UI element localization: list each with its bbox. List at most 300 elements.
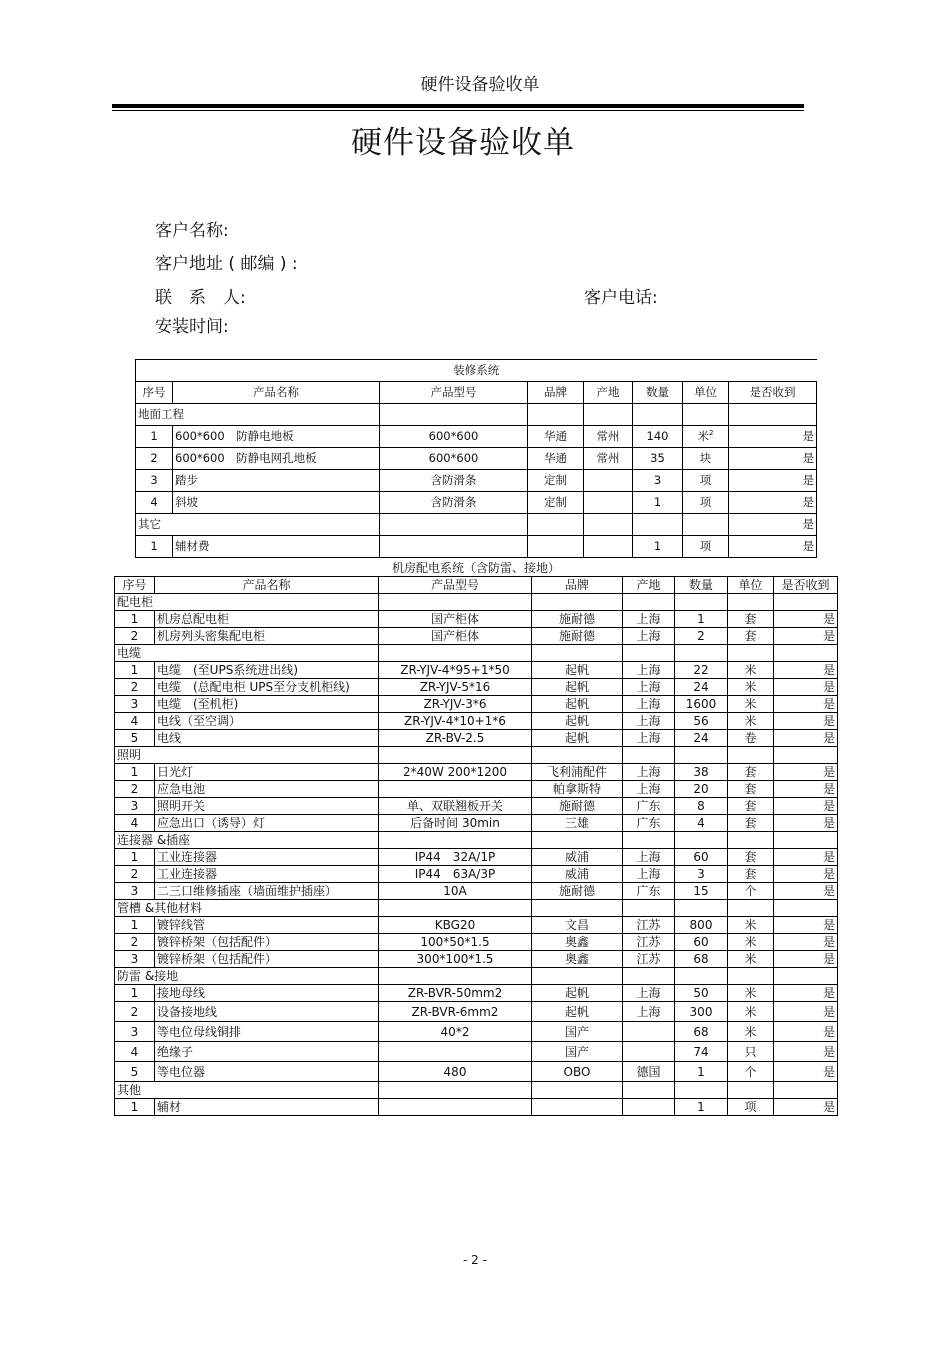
received: 是 xyxy=(729,536,817,558)
unit: 个 xyxy=(728,1062,774,1082)
row-index: 2 xyxy=(115,679,155,696)
product-model: IP44 32A/1P xyxy=(379,849,532,866)
row-index: 2 xyxy=(136,448,173,470)
origin: 上海 xyxy=(623,628,675,645)
unit: 套 xyxy=(728,628,774,645)
product-model: 2*40W 200*1200 xyxy=(379,764,532,781)
empty-cell xyxy=(623,645,675,662)
product-name: 600*600 防静电地板 xyxy=(173,426,380,448)
unit: 米 xyxy=(728,696,774,713)
row-index: 3 xyxy=(115,1022,155,1042)
origin: 上海 xyxy=(623,764,675,781)
received: 是 xyxy=(774,934,838,951)
product-name: 电缆 (至机柜) xyxy=(155,696,379,713)
product-model: ZR-BVR-6mm2 xyxy=(379,1002,532,1022)
unit: 米 xyxy=(728,713,774,730)
section-row xyxy=(136,514,817,536)
section-row xyxy=(115,832,838,849)
unit: 米 xyxy=(728,1022,774,1042)
unit: 项 xyxy=(683,492,729,514)
brand: 施耐德 xyxy=(532,883,623,900)
origin: 广东 xyxy=(623,798,675,815)
origin: 常州 xyxy=(584,448,633,470)
table-row xyxy=(136,536,817,558)
quantity: 1 xyxy=(675,611,728,628)
brand: 起帆 xyxy=(532,696,623,713)
brand: 起帆 xyxy=(532,662,623,679)
product-name: 设备接地线 xyxy=(155,1002,379,1022)
unit: 套 xyxy=(728,849,774,866)
product-model: ZR-YJV-4*10+1*6 xyxy=(379,713,532,730)
unit: 套 xyxy=(728,866,774,883)
empty-cell xyxy=(675,594,728,611)
unit: 米 xyxy=(728,917,774,934)
origin: 上海 xyxy=(623,662,675,679)
product-name: 工业连接器 xyxy=(155,866,379,883)
power-distribution-table xyxy=(114,560,838,1116)
received: 是 xyxy=(774,815,838,832)
received: 是 xyxy=(774,1002,838,1022)
received: 是 xyxy=(774,628,838,645)
section-received xyxy=(774,900,838,917)
received: 是 xyxy=(729,426,817,448)
section-row xyxy=(115,645,838,662)
origin: 江苏 xyxy=(623,951,675,968)
product-name: 应急出口（诱导）灯 xyxy=(155,815,379,832)
empty-cell xyxy=(379,645,532,662)
table-row xyxy=(115,730,838,747)
product-model xyxy=(379,1042,532,1062)
unit: 卷 xyxy=(728,730,774,747)
origin: 江苏 xyxy=(623,934,675,951)
phone-label: 客户电话: xyxy=(584,288,658,308)
column-header: 单位 xyxy=(728,577,774,594)
unit: 套 xyxy=(728,781,774,798)
origin xyxy=(623,1042,675,1062)
product-model: 100*50*1.5 xyxy=(379,934,532,951)
unit: 米$^2$ xyxy=(683,426,729,448)
unit: 项 xyxy=(683,470,729,492)
quantity: 56 xyxy=(675,713,728,730)
quantity: 60 xyxy=(675,849,728,866)
table-row xyxy=(115,696,838,713)
origin: 上海 xyxy=(623,696,675,713)
unit: 米 xyxy=(728,985,774,1002)
column-header: 单位 xyxy=(683,382,729,404)
product-model: 含防滑条 xyxy=(380,470,528,492)
column-header: 产品型号 xyxy=(379,577,532,594)
running-header: 硬件设备验收单 xyxy=(420,75,540,95)
quantity: 24 xyxy=(675,730,728,747)
received: 是 xyxy=(774,951,838,968)
product-model: IP44 63A/3P xyxy=(379,866,532,883)
quantity: 8 xyxy=(675,798,728,815)
section-label: 其他 xyxy=(115,1082,379,1099)
header-rule-thin xyxy=(112,110,804,111)
section-row xyxy=(136,404,817,426)
section-label: 配电柜 xyxy=(115,594,379,611)
quantity: 3 xyxy=(633,470,683,492)
origin xyxy=(584,536,633,558)
origin: 上海 xyxy=(623,781,675,798)
brand xyxy=(528,536,584,558)
document-title: 硬件设备验收单 xyxy=(351,125,575,161)
table-row xyxy=(115,951,838,968)
product-model: ZR-YJV-4*95+1*50 xyxy=(379,662,532,679)
table-row xyxy=(115,662,838,679)
received: 是 xyxy=(729,448,817,470)
brand: OBO xyxy=(532,1062,623,1082)
empty-cell xyxy=(532,594,623,611)
product-name: 斜坡 xyxy=(173,492,380,514)
product-model xyxy=(379,1099,532,1116)
unit: 块 xyxy=(683,448,729,470)
empty-cell xyxy=(528,514,584,536)
empty-cell xyxy=(379,1082,532,1099)
row-index: 2 xyxy=(115,866,155,883)
table-row xyxy=(115,1042,838,1062)
product-name: 辅材费 xyxy=(173,536,380,558)
section-received xyxy=(774,1082,838,1099)
product-model: ZR-YJV-3*6 xyxy=(379,696,532,713)
unit: 项 xyxy=(683,536,729,558)
quantity: 4 xyxy=(675,815,728,832)
quantity: 50 xyxy=(675,985,728,1002)
product-name: 照明开关 xyxy=(155,798,379,815)
product-name: 踏步 xyxy=(173,470,380,492)
section-received: 是 xyxy=(729,514,817,536)
empty-cell xyxy=(728,594,774,611)
brand: 国产 xyxy=(532,1022,623,1042)
row-index: 2 xyxy=(115,781,155,798)
received: 是 xyxy=(729,492,817,514)
quantity: 20 xyxy=(675,781,728,798)
table-row xyxy=(136,448,817,470)
table-row xyxy=(115,1002,838,1022)
unit: 米 xyxy=(728,951,774,968)
product-name: 日光灯 xyxy=(155,764,379,781)
table-row xyxy=(115,1022,838,1042)
empty-cell xyxy=(532,1082,623,1099)
empty-cell xyxy=(379,968,532,985)
table-row xyxy=(136,426,817,448)
product-model: 40*2 xyxy=(379,1022,532,1042)
row-index: 5 xyxy=(115,1062,155,1082)
empty-cell xyxy=(728,645,774,662)
empty-cell xyxy=(380,404,528,426)
received: 是 xyxy=(774,764,838,781)
empty-cell xyxy=(728,900,774,917)
origin: 常州 xyxy=(584,426,633,448)
brand: 奥鑫 xyxy=(532,951,623,968)
product-name: 机房列头密集配电柜 xyxy=(155,628,379,645)
column-header: 产品名称 xyxy=(155,577,379,594)
table-row xyxy=(115,883,838,900)
empty-cell xyxy=(379,747,532,764)
contact-label: 联 系 人: xyxy=(155,288,246,308)
brand: 飞利浦配件 xyxy=(532,764,623,781)
received: 是 xyxy=(729,470,817,492)
table-row xyxy=(115,1099,838,1116)
section-label: 电缆 xyxy=(115,645,379,662)
section-received xyxy=(774,968,838,985)
column-header: 是否收到 xyxy=(774,577,838,594)
quantity: 74 xyxy=(675,1042,728,1062)
quantity: 140 xyxy=(633,426,683,448)
header-rule xyxy=(112,104,804,108)
row-index: 1 xyxy=(115,985,155,1002)
section-row xyxy=(115,594,838,611)
quantity: 22 xyxy=(675,662,728,679)
unit: 米 xyxy=(728,1002,774,1022)
column-header: 产品型号 xyxy=(380,382,528,404)
brand: 华通 xyxy=(528,448,584,470)
table-row xyxy=(115,849,838,866)
table-row xyxy=(115,781,838,798)
unit: 米 xyxy=(728,934,774,951)
unit: 米 xyxy=(728,679,774,696)
received: 是 xyxy=(774,866,838,883)
unit: 米 xyxy=(728,662,774,679)
empty-cell xyxy=(623,594,675,611)
empty-cell xyxy=(728,747,774,764)
empty-cell xyxy=(728,968,774,985)
product-model: 600*600 xyxy=(380,448,528,470)
quantity: 1 xyxy=(633,536,683,558)
origin xyxy=(584,470,633,492)
row-index: 3 xyxy=(115,696,155,713)
origin: 广东 xyxy=(623,883,675,900)
section-received xyxy=(729,404,817,426)
section-label: 地面工程 xyxy=(136,404,380,426)
section-label: 其它 xyxy=(136,514,380,536)
empty-cell xyxy=(623,900,675,917)
empty-cell xyxy=(532,832,623,849)
empty-cell xyxy=(532,968,623,985)
product-name: 电线（至空调） xyxy=(155,713,379,730)
product-model: 国产柜体 xyxy=(379,628,532,645)
table-row xyxy=(115,798,838,815)
product-model: 10A xyxy=(379,883,532,900)
row-index: 4 xyxy=(115,815,155,832)
column-header: 品牌 xyxy=(532,577,623,594)
section-received xyxy=(774,645,838,662)
column-header: 数量 xyxy=(675,577,728,594)
empty-cell xyxy=(728,832,774,849)
brand xyxy=(532,1099,623,1116)
brand: 三雄 xyxy=(532,815,623,832)
column-header: 是否收到 xyxy=(729,382,817,404)
received: 是 xyxy=(774,1022,838,1042)
product-name: 电缆 (总配电柜 UPS至分支机柜线) xyxy=(155,679,379,696)
received: 是 xyxy=(774,662,838,679)
column-header: 品牌 xyxy=(528,382,584,404)
empty-cell xyxy=(532,747,623,764)
product-model: 480 xyxy=(379,1062,532,1082)
column-header: 产地 xyxy=(623,577,675,594)
product-name: 电缆 (至UPS系统进出线) xyxy=(155,662,379,679)
product-model xyxy=(379,781,532,798)
received: 是 xyxy=(774,781,838,798)
brand: 起帆 xyxy=(532,1002,623,1022)
product-name: 等电位器 xyxy=(155,1062,379,1082)
section-label: 照明 xyxy=(115,747,379,764)
origin: 广东 xyxy=(623,815,675,832)
quantity: 300 xyxy=(675,1002,728,1022)
quantity: 1 xyxy=(675,1062,728,1082)
quantity: 3 xyxy=(675,866,728,883)
table-row xyxy=(115,934,838,951)
product-name: 绝缘子 xyxy=(155,1042,379,1062)
origin xyxy=(623,1022,675,1042)
received: 是 xyxy=(774,883,838,900)
row-index: 1 xyxy=(115,662,155,679)
unit: 项 xyxy=(728,1099,774,1116)
page-number: - 2 - xyxy=(463,1253,487,1267)
row-index: 4 xyxy=(115,713,155,730)
column-header: 序号 xyxy=(115,577,155,594)
product-name: 机房总配电柜 xyxy=(155,611,379,628)
table-row xyxy=(115,764,838,781)
brand: 定制 xyxy=(528,492,584,514)
empty-cell xyxy=(675,900,728,917)
section-label: 防雷 &接地 xyxy=(115,968,379,985)
table-row xyxy=(115,866,838,883)
product-model: ZR-YJV-5*16 xyxy=(379,679,532,696)
product-name: 600*600 防静电网孔地板 xyxy=(173,448,380,470)
brand: 定制 xyxy=(528,470,584,492)
empty-cell xyxy=(380,514,528,536)
empty-cell xyxy=(633,514,683,536)
row-index: 1 xyxy=(136,426,173,448)
column-header: 序号 xyxy=(136,382,173,404)
quantity: 38 xyxy=(675,764,728,781)
row-index: 4 xyxy=(115,1042,155,1062)
row-index: 1 xyxy=(115,917,155,934)
received: 是 xyxy=(774,1042,838,1062)
empty-cell xyxy=(623,747,675,764)
quantity: 800 xyxy=(675,917,728,934)
brand: 起帆 xyxy=(532,985,623,1002)
quantity: 68 xyxy=(675,1022,728,1042)
brand: 威浦 xyxy=(532,866,623,883)
origin: 上海 xyxy=(623,679,675,696)
row-index: 3 xyxy=(115,798,155,815)
row-index: 5 xyxy=(115,730,155,747)
section-received xyxy=(774,747,838,764)
row-index: 3 xyxy=(115,951,155,968)
table-title-row xyxy=(136,360,817,382)
empty-cell xyxy=(675,968,728,985)
quantity: 68 xyxy=(675,951,728,968)
quantity: 1 xyxy=(633,492,683,514)
empty-cell xyxy=(379,594,532,611)
section-received xyxy=(774,832,838,849)
table-title: 装修系统 xyxy=(136,360,817,382)
empty-cell xyxy=(675,645,728,662)
brand: 施耐德 xyxy=(532,798,623,815)
section-label: 连接器 &插座 xyxy=(115,832,379,849)
origin: 上海 xyxy=(623,611,675,628)
empty-cell xyxy=(728,1082,774,1099)
brand: 华通 xyxy=(528,426,584,448)
product-model: 300*100*1.5 xyxy=(379,951,532,968)
received: 是 xyxy=(774,696,838,713)
brand: 威浦 xyxy=(532,849,623,866)
table-header-row xyxy=(115,577,838,594)
product-model: 600*600 xyxy=(380,426,528,448)
unit: 只 xyxy=(728,1042,774,1062)
received: 是 xyxy=(774,798,838,815)
empty-cell xyxy=(683,404,729,426)
row-index: 2 xyxy=(115,934,155,951)
origin: 德国 xyxy=(623,1062,675,1082)
customer-name-label: 客户名称: xyxy=(155,221,229,241)
row-index: 2 xyxy=(115,1002,155,1022)
empty-cell xyxy=(675,832,728,849)
table-row xyxy=(115,815,838,832)
product-model xyxy=(380,536,528,558)
received: 是 xyxy=(774,1099,838,1116)
product-model: 后备时间 30min xyxy=(379,815,532,832)
section-row xyxy=(115,747,838,764)
product-name: 接地母线 xyxy=(155,985,379,1002)
quantity: 15 xyxy=(675,883,728,900)
column-header: 数量 xyxy=(633,382,683,404)
quantity: 1 xyxy=(675,1099,728,1116)
unit: 套 xyxy=(728,611,774,628)
unit: 套 xyxy=(728,815,774,832)
install-time-label: 安装时间: xyxy=(155,317,229,337)
received: 是 xyxy=(774,611,838,628)
empty-cell xyxy=(633,404,683,426)
origin: 上海 xyxy=(623,866,675,883)
brand: 施耐德 xyxy=(532,611,623,628)
received: 是 xyxy=(774,849,838,866)
section-label: 管槽 &其他材料 xyxy=(115,900,379,917)
quantity: 35 xyxy=(633,448,683,470)
product-name: 辅材 xyxy=(155,1099,379,1116)
product-name: 二三口维修插座（墙面维护插座） xyxy=(155,883,379,900)
row-index: 4 xyxy=(136,492,173,514)
table-row xyxy=(136,470,817,492)
table-title-row xyxy=(115,560,838,577)
product-model: 单、双联翘板开关 xyxy=(379,798,532,815)
brand: 施耐德 xyxy=(532,628,623,645)
empty-cell xyxy=(532,900,623,917)
received: 是 xyxy=(774,985,838,1002)
brand: 奥鑫 xyxy=(532,934,623,951)
empty-cell xyxy=(528,404,584,426)
unit: 套 xyxy=(728,764,774,781)
table-row xyxy=(115,1062,838,1082)
empty-cell xyxy=(584,404,633,426)
empty-cell xyxy=(379,900,532,917)
table-row xyxy=(115,628,838,645)
row-index: 1 xyxy=(115,1099,155,1116)
product-name: 镀锌桥架（包括配件） xyxy=(155,951,379,968)
table-row xyxy=(115,679,838,696)
origin: 上海 xyxy=(623,730,675,747)
table-row xyxy=(115,713,838,730)
table-title: 机房配电系统（含防雷、接地） xyxy=(115,560,838,577)
empty-cell xyxy=(623,832,675,849)
table-row xyxy=(115,985,838,1002)
brand: 国产 xyxy=(532,1042,623,1062)
decoration-system-table xyxy=(135,359,817,558)
origin xyxy=(584,492,633,514)
product-model: 含防滑条 xyxy=(380,492,528,514)
